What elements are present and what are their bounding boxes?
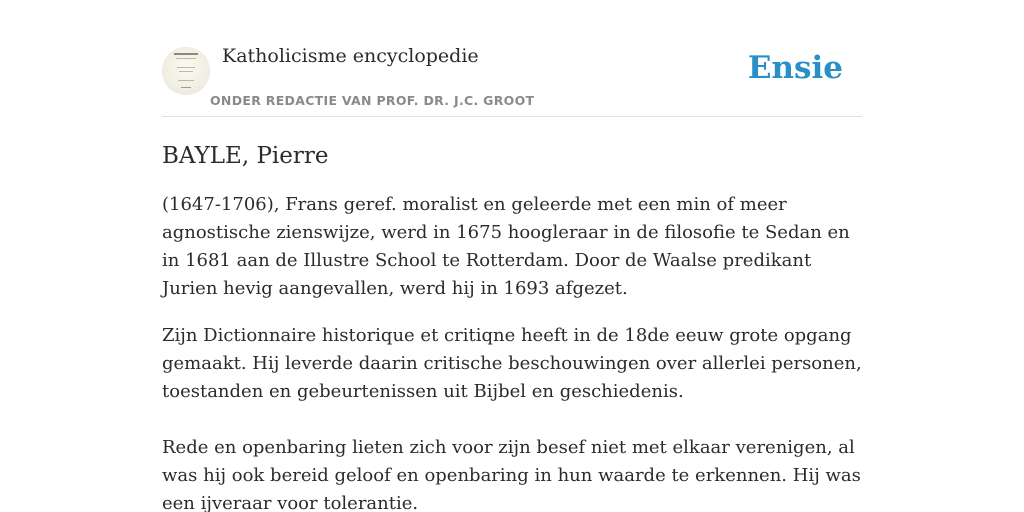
source-subtitle: ONDER REDACTIE VAN PROF. DR. J.C. GROOT [210, 93, 535, 108]
source-header [162, 0, 862, 117]
article-container [162, 0, 862, 512]
entry-paragraph: Zijn Dictionnaire historique et critiqne heeft in de 18de eeuw grote opgang gemaakt. Hij leverde daarin critische beschouwingen over allerlei personen, toestanden en gebeurtenissen uit Bijbel en geschiedenis. Rede en openbaring lieten zich voor zijn besef niet met elkaar verenigen, al was hij ook bereid geloof en openbaring in hun waarde te erkennen. Hij was een ijveraar voor tolerantie. [162, 325, 862, 512]
entry-body [162, 191, 862, 512]
ensie-logo-link[interactable]: Ensie [747, 50, 843, 86]
source-title-link[interactable]: Katholicisme encyclopedie [222, 45, 479, 67]
entry-paragraph: (1647-1706), Frans geref. moralist en geleerde met een min of meer agnostische zienswijze, werd in 1675 hoogleraar in de filosofie te Sedan en in 1681 aan de Illustre School te Rotterdam. Door de Waalse predikant Jurien hevig aangevallen, werd hij in 1693 afgezet. [162, 194, 850, 299]
book-cover-icon[interactable] [162, 47, 210, 95]
entry-title: BAYLE, Pierre [162, 143, 329, 169]
